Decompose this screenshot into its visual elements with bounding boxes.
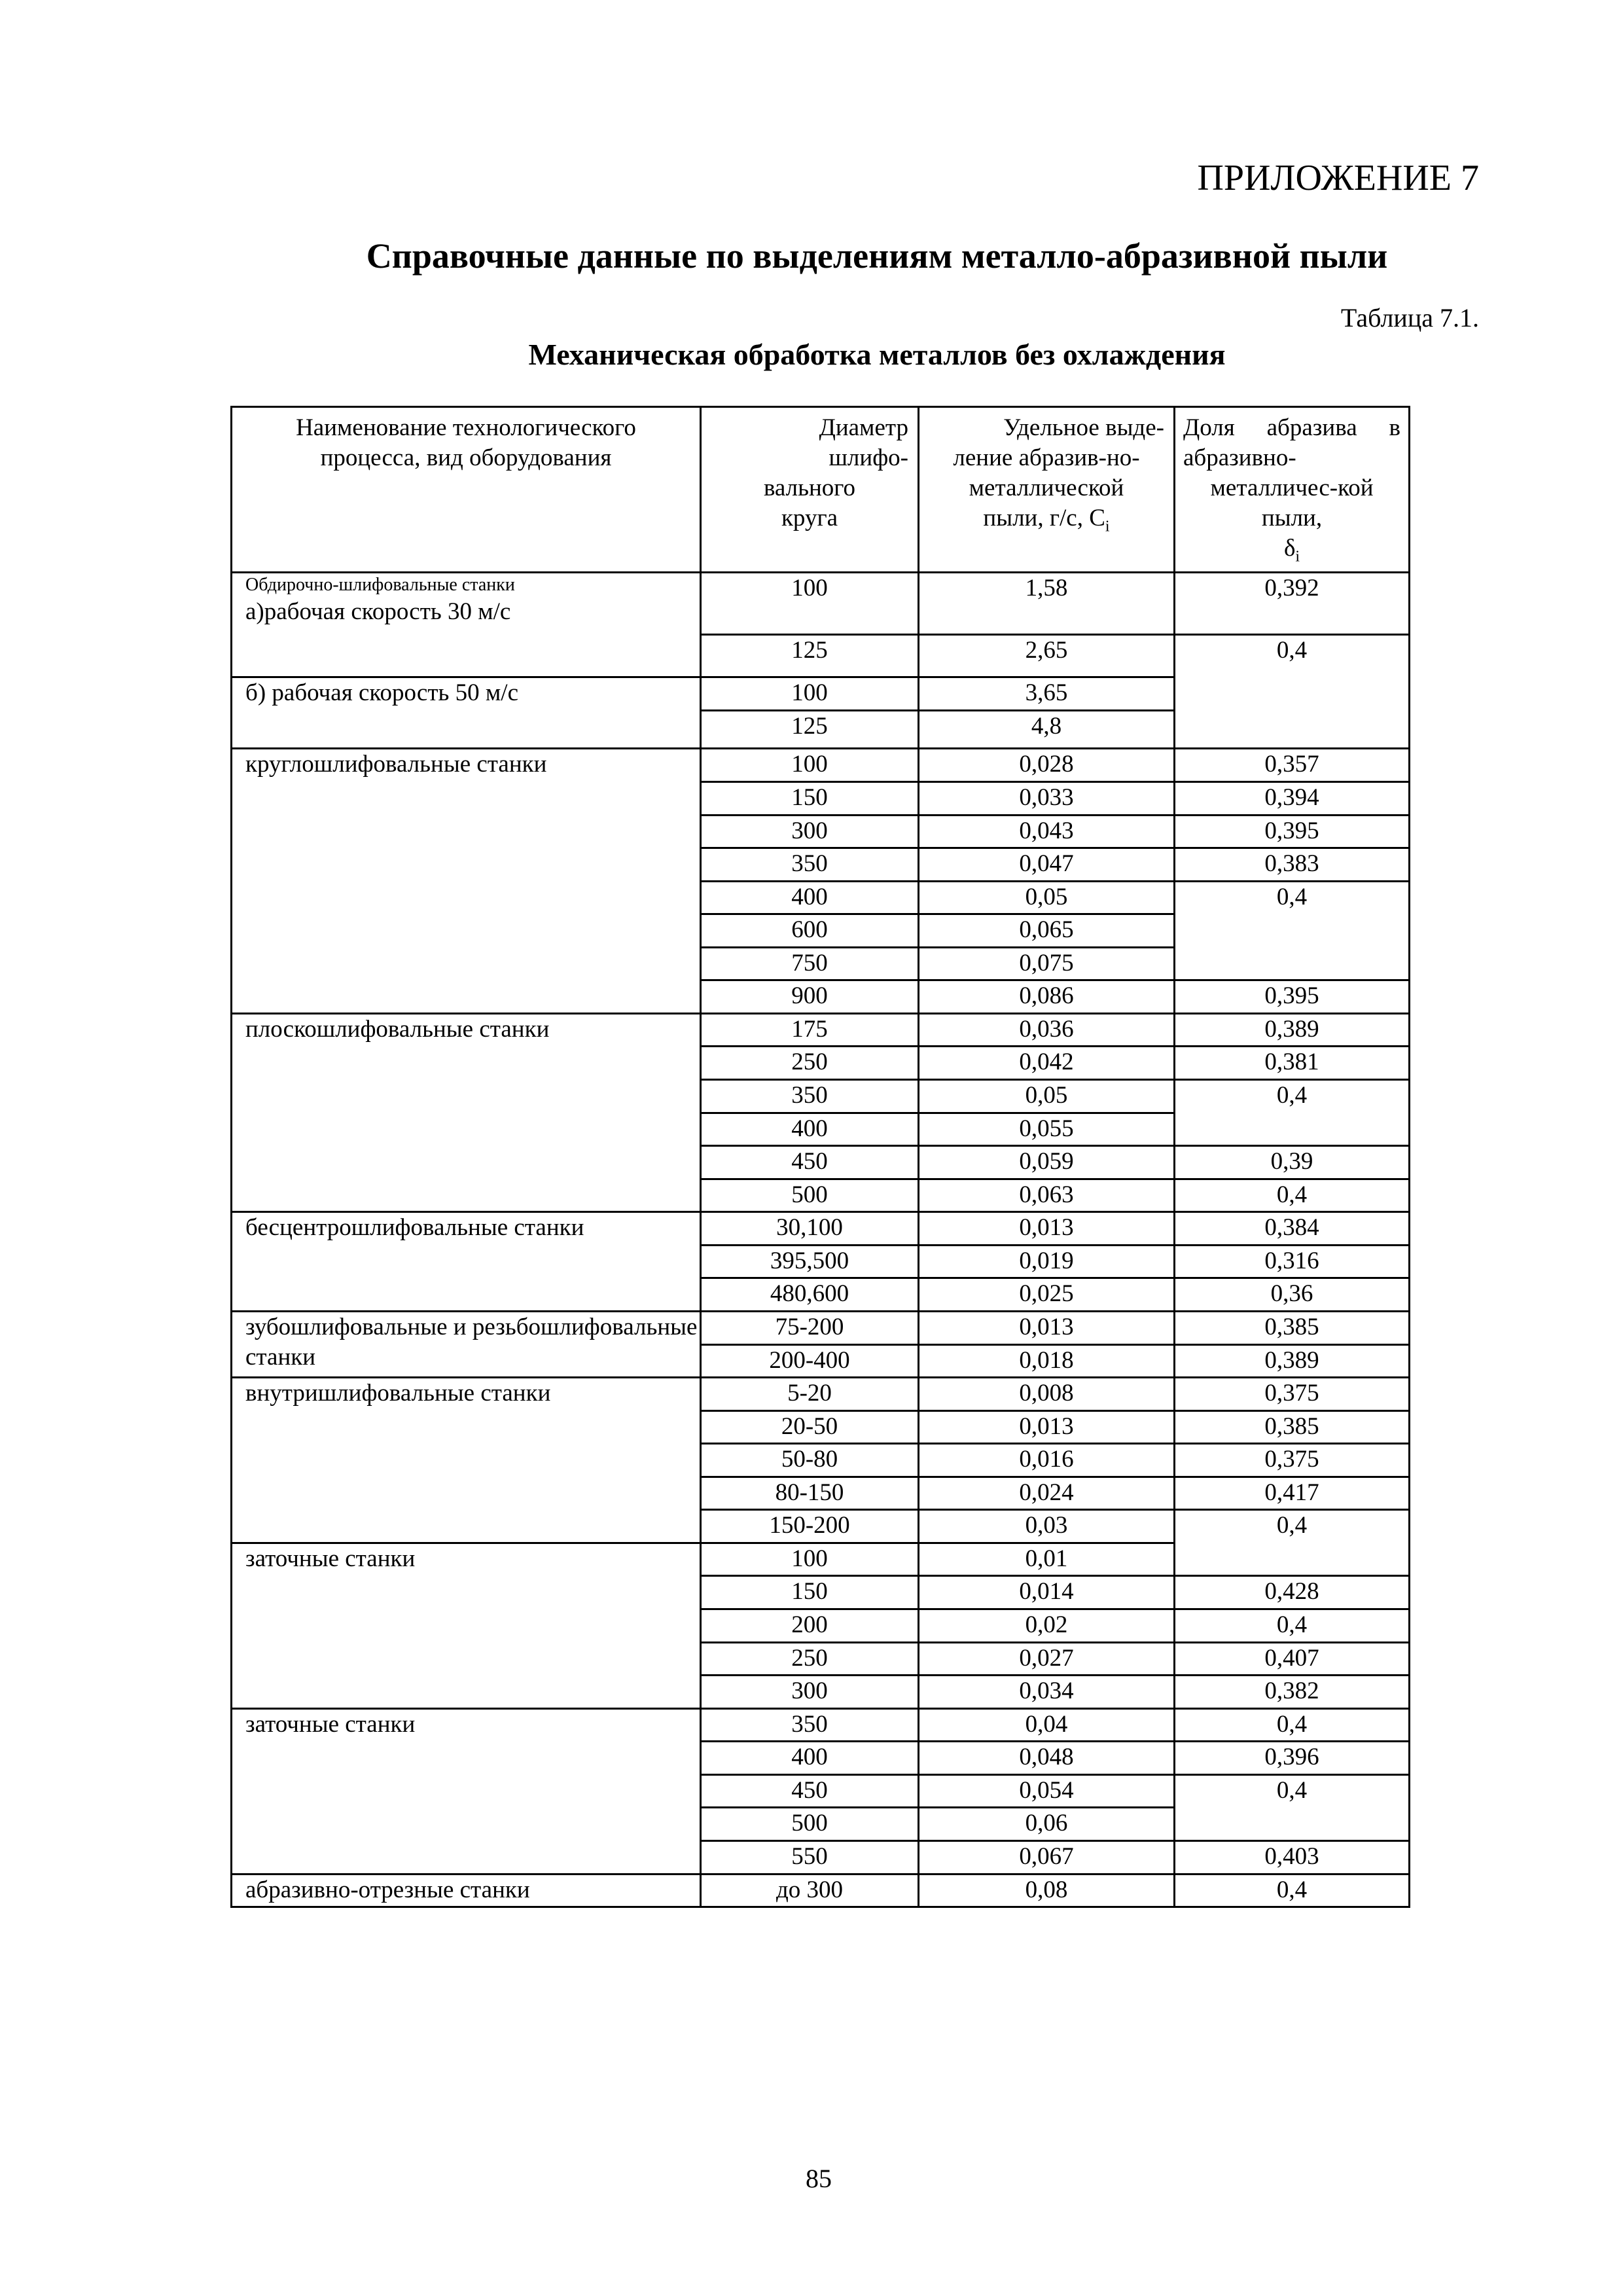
share-cell: 0,392 [1175,573,1410,635]
emission-cell: 0,065 [919,914,1175,948]
header-text: δ [1283,535,1296,562]
diameter-cell: 500 [701,1808,919,1841]
table-number: Таблица 7.1. [1340,303,1479,332]
header-line: ление абразив-но- [953,444,1140,471]
emission-cell: 0,042 [919,1047,1175,1080]
process-cell [232,573,701,677]
header-text: пыли, г/с, C [983,505,1105,531]
diameter-cell: 150 [701,1576,919,1609]
diameter-cell: 125 [701,711,919,749]
diameter-cell: 100 [701,1543,919,1576]
share-cell: 0,385 [1175,1311,1410,1344]
emission-cell: 3,65 [919,677,1175,711]
share-cell: 0,395 [1175,980,1410,1014]
process-cell [232,1874,701,1907]
diameter-cell: 250 [701,1642,919,1676]
emission-cell: 0,01 [919,1543,1175,1576]
process-cell [232,1708,701,1874]
emission-cell: 0,013 [919,1410,1175,1444]
table-row [232,1212,1410,1246]
emission-cell: 0,043 [919,815,1175,848]
share-cell: 0,382 [1175,1676,1410,1709]
page-title: Справочные данные по выделениям металло-абразивной пыли [366,236,1388,276]
share-cell: 0,385 [1175,1410,1410,1444]
process-name: плоскошлифовальные станки [245,1015,550,1043]
emission-cell: 0,033 [919,781,1175,815]
share-cell: 0,39 [1175,1146,1410,1179]
emission-cell: 0,047 [919,848,1175,882]
share-cell: 0,4 [1175,1874,1410,1907]
table-row [232,573,1410,635]
header-line: круга [781,505,838,531]
share-cell: 0,428 [1175,1576,1410,1609]
diameter-cell: 20-50 [701,1410,919,1444]
process-cell [232,1378,701,1543]
emission-cell: 0,075 [919,947,1175,980]
header-process [232,407,701,573]
diameter-cell: 125 [701,635,919,677]
emission-cell: 0,025 [919,1278,1175,1312]
header-line: пыли, [1261,505,1323,531]
table-row [232,1708,1410,1742]
emission-cell: 0,063 [919,1179,1175,1212]
header-line: Доля абразива в [1183,414,1400,441]
diameter-cell: 150-200 [701,1510,919,1543]
header-line: шлифо- [829,444,908,471]
process-cell [232,677,701,749]
emission-cell: 0,016 [919,1444,1175,1477]
process-cell [232,1212,701,1312]
share-cell: 0,316 [1175,1245,1410,1278]
table-header-row [232,407,1410,573]
diameter-cell: 5-20 [701,1378,919,1411]
share-cell: 0,36 [1175,1278,1410,1312]
emission-cell: 4,8 [919,711,1175,749]
diameter-cell: 175 [701,1013,919,1047]
share-cell: 0,394 [1175,781,1410,815]
header-line: Наименование технологического [296,414,636,441]
diameter-cell: 30,100 [701,1212,919,1246]
diameter-cell: до 300 [701,1874,919,1907]
share-cell: 0,389 [1175,1013,1410,1047]
diameter-cell: 75-200 [701,1311,919,1344]
table-row [232,1311,1410,1344]
share-cell: 0,384 [1175,1212,1410,1246]
diameter-cell: 400 [701,881,919,914]
table-row [232,1013,1410,1047]
table-title: Механическая обработка металлов без охлаждения [528,338,1226,371]
process-name: зубошлифовальные и резьбошлифовальные станки [245,1313,698,1371]
emission-cell: 0,024 [919,1477,1175,1510]
share-cell: 0,4 [1175,1080,1410,1146]
diameter-cell: 450 [701,1774,919,1808]
share-cell: 0,4 [1175,635,1410,749]
diameter-cell: 395,500 [701,1245,919,1278]
subscript: i [1105,518,1110,535]
diameter-cell: 300 [701,1676,919,1709]
process-name: а)рабочая скорость 30 м/с [245,598,511,626]
emission-cell: 0,018 [919,1344,1175,1378]
emission-cell: 0,02 [919,1609,1175,1643]
emission-cell: 0,055 [919,1113,1175,1146]
process-name: внутришлифовальные станки [245,1380,551,1407]
diameter-cell: 450 [701,1146,919,1179]
header-emission [919,407,1175,573]
header-line: вального [763,475,856,501]
diameter-cell: 300 [701,815,919,848]
emission-cell: 0,048 [919,1742,1175,1775]
table-row [232,1874,1410,1907]
diameter-cell: 150 [701,781,919,815]
diameter-cell: 350 [701,1080,919,1113]
emission-cell: 0,027 [919,1642,1175,1676]
emission-cell: 0,05 [919,881,1175,914]
emission-cell: 0,013 [919,1212,1175,1246]
header-line: металличес-кой [1210,475,1374,501]
diameter-cell: 900 [701,980,919,1014]
table-row [232,749,1410,782]
diameter-cell: 80-150 [701,1477,919,1510]
share-cell: 0,395 [1175,815,1410,848]
diameter-cell: 100 [701,749,919,782]
diameter-cell: 200 [701,1609,919,1643]
share-cell: 0,4 [1175,1609,1410,1643]
process-cell [232,749,701,1014]
share-cell: 0,407 [1175,1642,1410,1676]
diameter-cell: 350 [701,1708,919,1742]
header-share [1175,407,1410,573]
emission-cell: 1,58 [919,573,1175,635]
process-name: заточные станки [245,1710,416,1738]
share-cell: 0,357 [1175,749,1410,782]
diameter-cell: 250 [701,1047,919,1080]
emission-cell: 0,019 [919,1245,1175,1278]
emission-cell: 0,008 [919,1378,1175,1411]
process-name: абразивно-отрезные станки [245,1876,530,1903]
header-diameter [701,407,919,573]
emission-cell: 0,086 [919,980,1175,1014]
diameter-cell: 50-80 [701,1444,919,1477]
diameter-cell: 550 [701,1840,919,1874]
emission-table [230,406,1410,1908]
process-name: бесцентрошлифовальные станки [245,1214,584,1242]
share-cell: 0,375 [1175,1378,1410,1411]
diameter-cell: 480,600 [701,1278,919,1312]
share-cell: 0,4 [1175,1708,1410,1742]
emission-cell: 0,054 [919,1774,1175,1808]
process-cell [232,1311,701,1377]
emission-cell: 2,65 [919,635,1175,677]
diameter-cell: 750 [701,947,919,980]
share-cell: 0,389 [1175,1344,1410,1378]
emission-cell: 0,06 [919,1808,1175,1841]
share-cell: 0,383 [1175,848,1410,882]
emission-cell: 0,059 [919,1146,1175,1179]
emission-cell: 0,028 [919,749,1175,782]
header-line: Диаметр [819,414,908,441]
table-row [232,1378,1410,1411]
share-cell: 0,4 [1175,1774,1410,1840]
subscript: i [1295,548,1300,565]
share-cell: 0,417 [1175,1477,1410,1510]
process-name: заточные станки [245,1545,416,1572]
emission-cell: 0,013 [919,1311,1175,1344]
emission-cell: 0,03 [919,1510,1175,1543]
page-number: 85 [806,2164,832,2193]
share-cell: 0,396 [1175,1742,1410,1775]
header-line: Удельное выде- [1003,414,1164,441]
share-cell: 0,381 [1175,1047,1410,1080]
diameter-cell: 400 [701,1742,919,1775]
emission-cell: 0,067 [919,1840,1175,1874]
header-line [1175,533,1408,571]
emission-cell: 0,05 [919,1080,1175,1113]
header-line: металлической [969,475,1124,501]
process-cell [232,1013,701,1211]
share-cell: 0,375 [1175,1444,1410,1477]
diameter-cell: 400 [701,1113,919,1146]
process-cell [232,1543,701,1708]
emission-cell: 0,036 [919,1013,1175,1047]
share-cell: 0,4 [1175,1179,1410,1212]
diameter-cell: 350 [701,848,919,882]
diameter-cell: 500 [701,1179,919,1212]
diameter-cell: 200-400 [701,1344,919,1378]
share-cell: 0,4 [1175,1510,1410,1576]
diameter-cell: 100 [701,573,919,635]
emission-cell: 0,08 [919,1874,1175,1907]
appendix-label: ПРИЛОЖЕНИЕ 7 [1197,158,1479,198]
header-line: абразивно- [1183,444,1296,471]
process-heading: Обдирочно-шлифовальные станки [245,575,515,596]
process-name: круглошлифовальные станки [245,751,547,778]
diameter-cell: 600 [701,914,919,948]
share-cell: 0,403 [1175,1840,1410,1874]
share-cell: 0,4 [1175,881,1410,980]
emission-cell: 0,014 [919,1576,1175,1609]
emission-cell: 0,04 [919,1708,1175,1742]
header-line [919,503,1173,541]
diameter-cell: 100 [701,677,919,711]
process-name: б) рабочая скорость 50 м/с [245,679,519,707]
header-line: процесса, вид оборудования [320,444,612,471]
emission-cell: 0,034 [919,1676,1175,1709]
